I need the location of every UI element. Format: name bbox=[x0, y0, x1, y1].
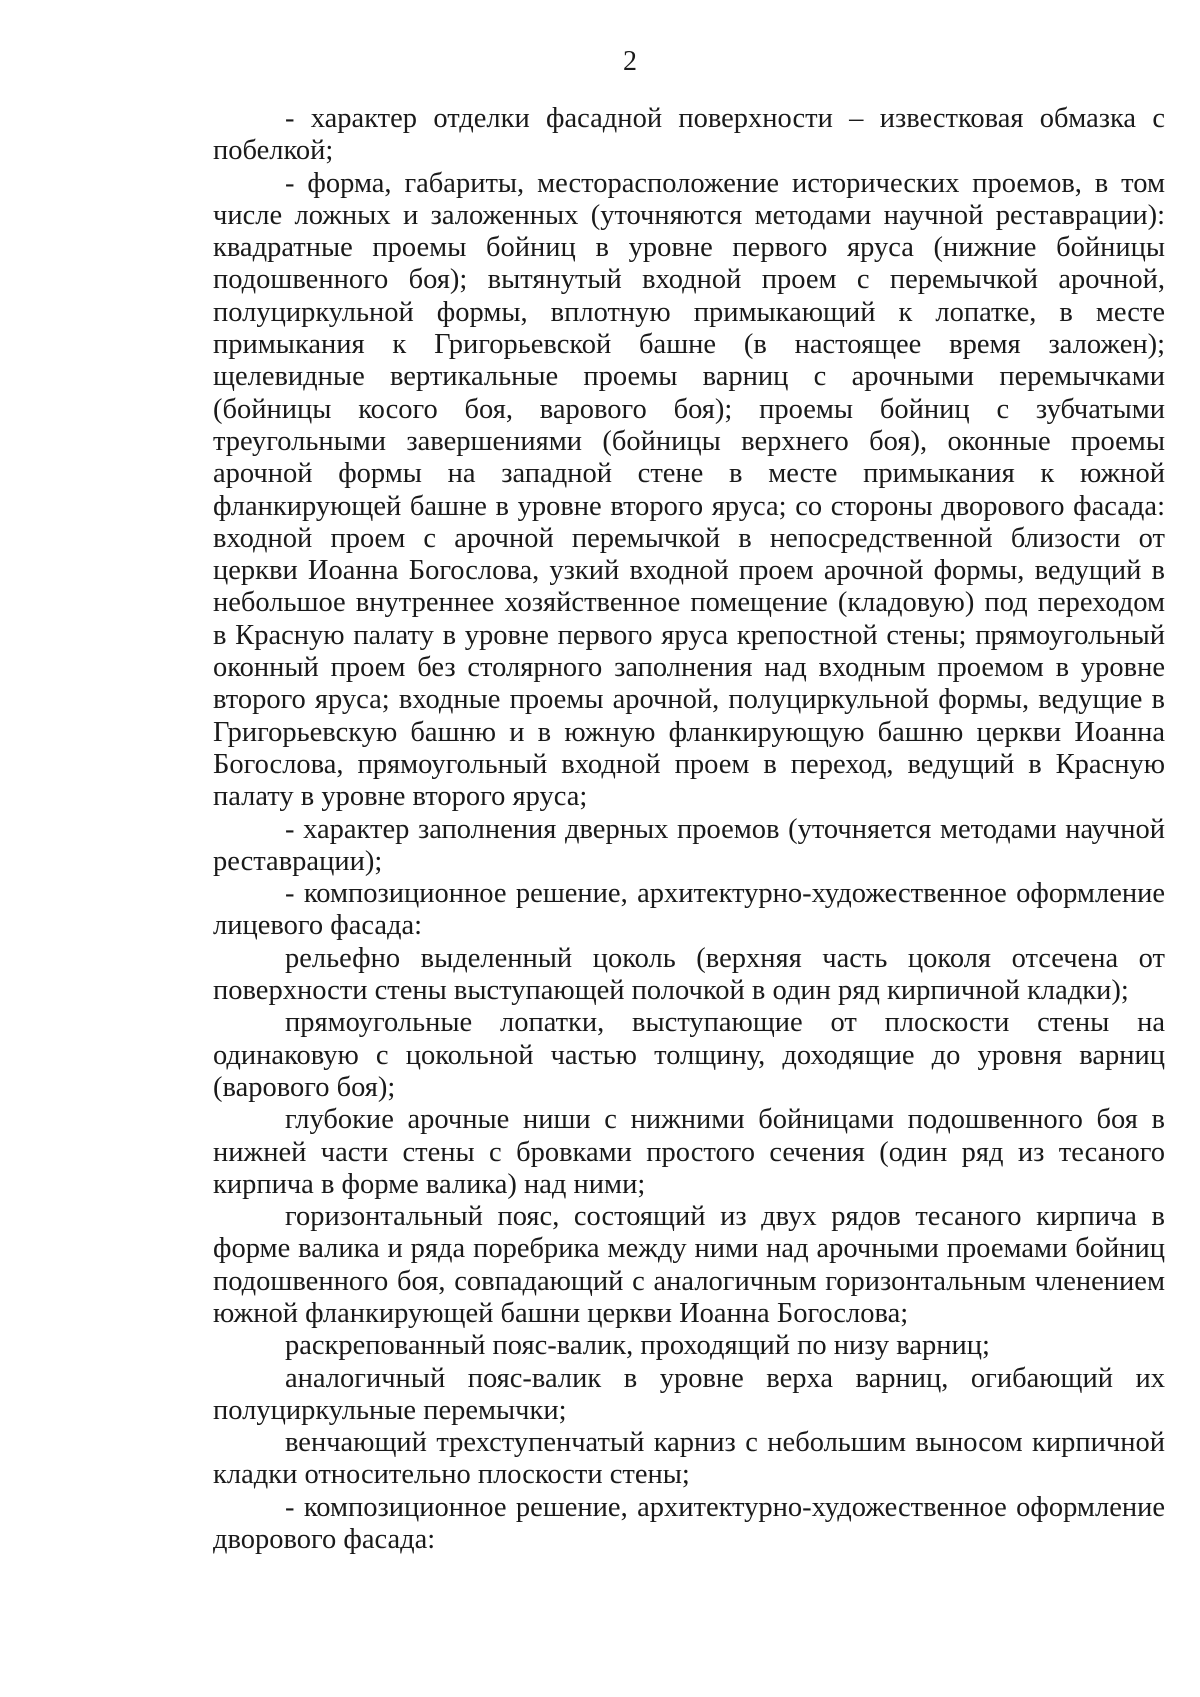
paragraph-belt-lower: раскрепованный пояс-валик, проходящий по низу варниц; bbox=[285, 1330, 990, 1362]
paragraph-arched-niches: глубокие арочные ниши с нижними бойницами подошвенного боя в нижней части стены с бровками простого сечения (один ряд из тесаного кирпича в форме валика) над ними; bbox=[213, 1104, 1165, 1200]
paragraph-pilasters: прямоугольные лопатки, выступающие от плоскости стены на одинаковую с цокольной частью толщину, доходящие до уровня варниц (варового боя); bbox=[213, 1007, 1165, 1103]
document-body bbox=[213, 103, 1165, 1556]
paragraph-belt-upper: аналогичный пояс-валик в уровне верха варниц, огибающий их полуциркульные перемычки; bbox=[213, 1362, 1165, 1426]
paragraph-door-fill: - характер заполнения дверных проемов (уточняется методами научной реставрации); bbox=[213, 813, 1165, 877]
paragraph-facade-finish: - характер отделки фасадной поверхности – известковая обмазка с побелкой; bbox=[213, 103, 1165, 167]
paragraph-cornice: венчающий трехступенчатый карниз с небольшим выносом кирпичной кладки относительно плоскости стены; bbox=[213, 1427, 1165, 1491]
page-number: 2 bbox=[623, 46, 637, 77]
paragraph-courtyard-facade-heading: - композиционное решение, архитектурно-художественное оформление дворового фасада: bbox=[213, 1491, 1165, 1556]
paragraph-historical-openings: - форма, габариты, месторасположение исторических проемов, в том числе ложных и заложенных (уточняются методами научной реставрации): квадратные проемы бойниц в уровне первого яруса (нижние бойницы подошвенного боя); вытянутый входной проем с перемычкой арочной, полуциркульной формы, вплотную примыкающий к лопатке, в месте примыкания к Григорьевской башне (в настоящее время заложен); щелевидные вертикальные проемы варниц с арочными перемычками (бойницы косого боя, варового боя); проемы бойниц с зубчатыми треугольными завершениями (бойницы верхнего боя), оконные проемы арочной формы на западной стене в месте примыкания к южной фланкирующей башне в уровне второго яруса; со стороны дворового фасада: входной проем с арочной перемычкой в непосредственной близости от церкви Иоанна Богослова, узкий входной проем арочной формы, ведущий в небольшое внутреннее хозяйственное помещение (кладовую) под переходом в Красную палату в уровне первого яруса крепостной стены; прямоугольный оконный проем без столярного заполнения над входным проемом в уровне второго яруса; входные проемы арочной, полуциркульной формы, ведущие в Григорьевскую башню и в южную фланкирующую башню церкви Иоанна Богослова, прямоугольный входной проем в переход, ведущий в Красную палату в уровне второго яруса; bbox=[213, 167, 1165, 813]
paragraph-horizontal-belt: горизонтальный пояс, состоящий из двух рядов тесаного кирпича в форме валика и ряда поребрика между ними над арочными проемами бойниц подошвенного боя, совпадающий с аналогичным горизонтальным членением южной фланкирующей башни церкви Иоанна Богослова; bbox=[213, 1201, 1165, 1329]
paragraph-front-facade-heading: - композиционное решение, архитектурно-художественное оформление лицевого фасада: bbox=[213, 878, 1165, 942]
paragraph-plinth: рельефно выделенный цоколь (верхняя часть цоколя отсечена от поверхности стены выступающей полочкой в один ряд кирпичной кладки); bbox=[213, 942, 1165, 1007]
